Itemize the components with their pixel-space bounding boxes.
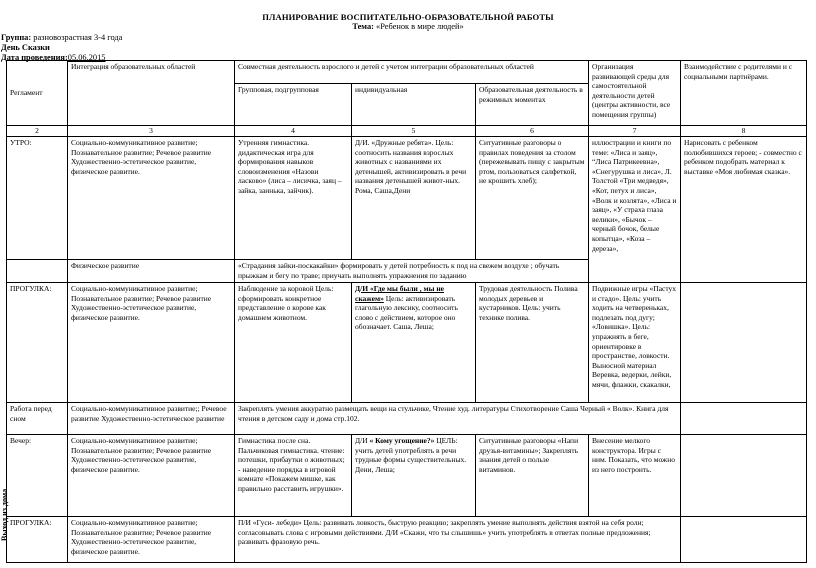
header-group: Групповая, подгрупповая [235, 84, 352, 126]
morning-individual: Д/И. «Дружные ребята». Цель: соотносить названия взрослых животных с названиями их детенышей, активизировать в речи названия детенышей живот-ных. Рома, Саша,Дени [352, 137, 476, 260]
walk2-text: П/И «Гуси- лебеди» Цель: развивать ловкость, быструю реакцию; закреплять умение выполнять действия взятой на себя роли; согласовывать слова с игровыми действиями. Д/И «Скажи, что ты слышишь» учить употреблять в ответах полные предложения; развивать фразовую речь. [235, 517, 681, 563]
physical-text: «Страдания зайки-поскакайки» формировать у детей потребность к под на свежем воздухе ; обучать прыжкам и бегу по траве; приучать выполнять упражнения по заданию [235, 260, 589, 283]
evening-environment: Внесение мелкого конструктора. Игры с ним. Показать, что можно из него построить. [589, 435, 681, 517]
morning-routine: Ситуативные разговоры о правилах поведения за столом (пережевывать пищу с закрытым ртом, пользоваться салфеткой, не крошить хлеб); [476, 137, 589, 260]
walk-individual [352, 283, 476, 403]
side-mark: Выход из дома [0, 488, 9, 542]
walk-group: Наблюдение за коровой Цель: сформировать конкретное представление о корове как домашнем животном. [235, 283, 352, 403]
walk2-row [7, 517, 807, 563]
document-title: ПЛАНИРОВАНИЕ ВОСПИТАТЕЛЬНО-ОБРАЗОВАТЕЛЬНОЙ РАБОТЫ [262, 12, 554, 22]
header-individual: индивидуальная [352, 84, 476, 126]
presleep-label: Работа перед сном [7, 403, 68, 435]
column-numbers-row [7, 126, 807, 137]
plan-table [6, 60, 807, 563]
column-number: 2 [7, 126, 68, 137]
group-value: разновозрастная 3-4 года [31, 33, 123, 42]
column-number: 4 [235, 126, 352, 137]
evening-group: Гимнастика после сна. Пальчиковая гимнастика. чтение: потешки, прибаутки о животных; - наведение порядка в игровой комнате «Покажем мишке, как правильно расставить игрушки». [235, 435, 352, 517]
morning-parents: Нарисовать с ребенком полюбившихся героев; - совместно с ребенком подобрать материал к выставке «Моя любимая сказка». [681, 137, 807, 283]
morning-group: Утренняя гимнастика. дидактическая игра для формирования навыков словоизменения «Назови ласково» (лиса – лисичка, заяц – зайка, заинька, зайчик). [235, 137, 352, 260]
walk-integration: Социально-коммуникативное развитие; Познавательное развитие; Речевое развитие Художественно-эстетическое развитие, физическое развитие. [68, 283, 235, 403]
theme-value: «Ребенок в мире людей» [373, 22, 464, 31]
morning-environment: иллюстрации и книги по теме: «Лиса и заяц», “Лиса Патрикеевна», «Снегурушка и лиса», Л. Толстой «Три медведя», «Кот, петух и лиса», «Волк и козлята», «Лиса и заяц», «У страха глаза велики», «Бычок – черный бочок, белые копытца», «Коза – дереза», [589, 137, 681, 283]
walk2-parents-empty [681, 517, 807, 563]
walk2-label: ПРОГУЛКА: [7, 517, 68, 563]
evening-individual-prefix: Д/И [355, 436, 370, 445]
walk-individual-title: Д/И «Где мы были , мы не скажем» [355, 284, 444, 303]
evening-integration: Социально-коммуникативное развитие; Познавательное развитие; Речевое развитие Художественно-эстетическое развитие, физическое развитие. [68, 435, 235, 517]
header-environment: Организация развивающей среды для самостоятельной деятельности детей (центры активности, все помещения группы) [589, 61, 681, 126]
walk-parents-empty [681, 283, 807, 403]
evening-row [7, 435, 807, 517]
theme-label: Тема: [352, 22, 374, 31]
document-theme [0, 22, 816, 31]
group-line [1, 33, 122, 42]
column-number: 5 [352, 126, 476, 137]
header-regulation: Регламент [7, 61, 68, 126]
presleep-text: Закреплять умения аккуратно размещать вещи на стульчике, Чтение худ. литературы Стихотворение Саша Черный « Волк». Книга для чтения в детском саду и дома стр.102. [235, 403, 681, 435]
day-label: День Сказки [1, 43, 50, 52]
evening-individual-text: ЦЕЛЬ: учить детей употреблять в речи трудные формы существительных. Дени, Леша; [355, 436, 467, 474]
evening-routine: Ситуативные разговоры «Напи друзья-витамины»; Закреплять знания детей о пользе витаминов. [476, 435, 589, 517]
presleep-integration: Социально-коммуникативное развитие;; Речевое развитие Художественно-эстетическое развитие [68, 403, 235, 435]
evening-parents-empty [681, 435, 807, 517]
walk-individual-text: Цель: активизировать глагольную лексику, соотносить слово с действием, которое оно обозначает. Саша, Леша; [355, 293, 458, 332]
walk-environment: Подвижные игры «Пастух и стадо». Цель: учить ходить на четвереньках, подлезать под дугу; «Ловишка». Цель: упражнять в беге, ориентировке в пространстве, ловкости. Выносной материал Веревка, ведерки, лейки, мячи, флажки, скакалки, [589, 283, 681, 403]
morning-integration: Социально-коммуникативное развитие; Познавательное развитие; Речевое развитие Художественно-эстетическое развитие, физическое развитие. [68, 137, 235, 260]
walk-row [7, 283, 807, 403]
physical-label-empty [7, 260, 68, 283]
morning-row [7, 137, 807, 260]
evening-individual [352, 435, 476, 517]
group-label: Группа: [1, 33, 32, 42]
column-number: 6 [476, 126, 589, 137]
header-integration: Интеграция образовательных областей [68, 61, 235, 126]
evening-individual-title: « Кому угощение?» [369, 436, 435, 445]
presleep-row [7, 403, 807, 435]
column-number: 7 [589, 126, 681, 137]
header-routine: Образовательная деятельность в режимных моментах [476, 84, 589, 126]
walk-routine: Трудовая деятельность Полива молодых деревьев и кустарников. Цель: учить технике полива. [476, 283, 589, 403]
walk-label: ПРОГУЛКА: [7, 283, 68, 403]
column-number: 8 [681, 126, 807, 137]
physical-integration: Физическое развитие [68, 260, 235, 283]
date-value: 05.06.2015 [67, 53, 106, 62]
header-joint: Совместная деятельность взрослого и детей с учетом интеграции образовательных областей [235, 61, 589, 84]
date-label: Дата проведения: [1, 53, 68, 62]
header-parents: Взаимодействие с родителями и с социальными партнёрами. [681, 61, 807, 126]
walk2-integration: Социально-коммуникативное развитие; Познавательное развитие; Речевое развитие Художественно-эстетическое развитие, физическое развитие. [68, 517, 235, 563]
presleep-parents-empty [681, 403, 807, 435]
evening-label: Вечер: [7, 435, 68, 517]
day-line [1, 43, 50, 52]
table-header-row [7, 61, 807, 84]
morning-label: УТРО: [7, 137, 68, 260]
column-number: 3 [68, 126, 235, 137]
